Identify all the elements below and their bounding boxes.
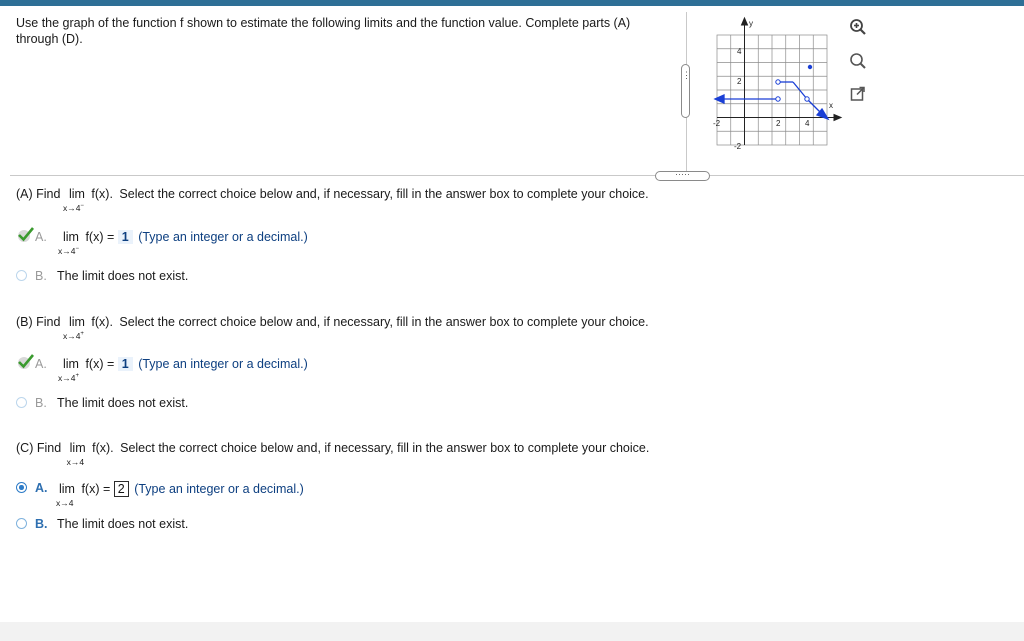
- horizontal-resize-handle[interactable]: ·····: [655, 171, 710, 181]
- zoom-out-icon[interactable]: [848, 51, 868, 71]
- popout-icon[interactable]: [848, 84, 868, 104]
- limit-subscript: x→4−: [62, 203, 84, 213]
- radio-button[interactable]: [16, 397, 27, 408]
- lim-word: lim: [68, 187, 85, 201]
- top-accent-bar: [0, 0, 1024, 6]
- limit-subscript: x→4: [66, 457, 85, 467]
- y-tick-label: 4: [737, 47, 742, 56]
- answer-box[interactable]: 1: [118, 357, 133, 371]
- function-graph: [700, 15, 846, 150]
- open-point: [805, 97, 809, 101]
- horizontal-divider: [10, 175, 1024, 176]
- open-point: [776, 97, 780, 101]
- question-text: Use the graph of the function f shown to estimate the following limits and the function value. Complete parts (A) through (D).: [16, 16, 631, 46]
- bottom-bar: [0, 622, 1024, 641]
- zoom-in-icon[interactable]: [848, 17, 868, 37]
- function-curve: [715, 82, 828, 119]
- lim-word: lim: [69, 441, 86, 455]
- radio-button-selected[interactable]: [16, 482, 27, 493]
- lim-word: lim: [68, 315, 85, 329]
- radio-button[interactable]: [16, 518, 27, 529]
- answer-box[interactable]: 2: [114, 481, 129, 497]
- x-tick-label: -2: [713, 119, 721, 128]
- answer-box[interactable]: 1: [118, 230, 133, 244]
- radio-button[interactable]: [16, 270, 27, 281]
- correct-check-icon: [16, 226, 36, 244]
- vertical-resize-handle[interactable]: ⋮: [681, 64, 690, 118]
- part-c-prompt: (C) Find lim x→4 f(x). Select the correct choice below and, if necessary, fill in the answer box to complete your choice.: [16, 441, 650, 467]
- closed-point: [808, 65, 812, 69]
- limit-subscript: x→4: [56, 498, 74, 508]
- limit-subscript: x→4+: [62, 331, 84, 341]
- graph-grid: [717, 35, 827, 145]
- y-tick-label: 2: [737, 77, 742, 86]
- part-b-prompt: (B) Find lim x→4+ f(x). Select the correct choice below and, if necessary, fill in the answer box to complete your choice.: [16, 315, 649, 341]
- x-axis-label: x: [829, 101, 833, 110]
- open-point: [776, 80, 780, 84]
- part-a-prompt: (A) Find lim x→4− f(x). Select the correct choice below and, if necessary, fill in the answer box to complete your choice.: [16, 187, 649, 213]
- y-tick-label: -2: [734, 142, 742, 150]
- y-axis-label: y: [749, 19, 753, 28]
- limit-subscript: x→4−: [58, 246, 79, 256]
- x-tick-label: 2: [776, 119, 781, 128]
- x-tick-label: 4: [805, 119, 810, 128]
- correct-check-icon: [16, 353, 36, 371]
- limit-subscript: x→4+: [58, 373, 79, 383]
